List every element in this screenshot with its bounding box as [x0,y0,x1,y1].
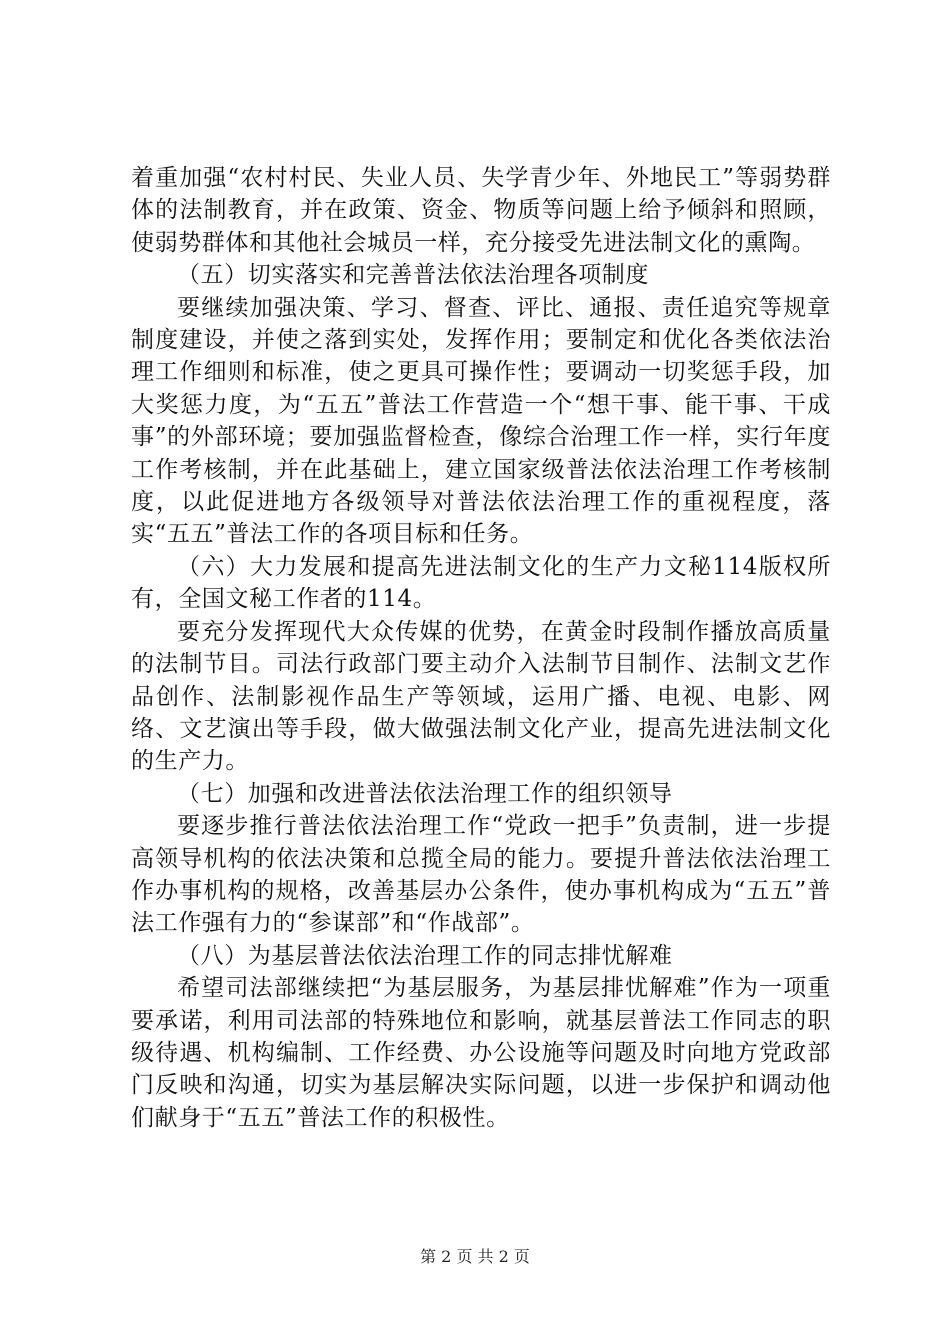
paragraph-1: 着重加强“农村村民、失业人员、失学青少年、外地民工”等弱势群体的法制教育，并在政策、资金、物质等问题上给予倾斜和照顾，使弱势群体和其他社会城员一样，充分接受先进法制文化的熏陶。 [131,165,831,256]
section-heading-8: （八）为基层普法依法治理工作的同志排忧解难 [177,942,673,969]
section-heading-5: （五）切实落实和完善普法依法治理各项制度 [177,262,649,289]
section-heading-7: （七）加强和改进普法依法治理工作的组织领导 [177,780,673,807]
paragraph-9: 希望司法部继续把“为基层服务，为基层排忧解难”作为一项重要承诺，利用司法部的特殊地位和影响，就基层普法工作同志的职级待遇、机构编制、工作经费、办公设施等问题及时向地方党政部门反映和沟通，切实为基层解决实际问题，以进一步保护和调动他们献身于“五五”普法工作的积极性。 [131,975,831,1131]
document-body [131,162,831,1134]
paragraph-5: 要充分发挥现代大众传媒的优势，在黄金时段制作播放高质量的法制节目。司法行政部门要主动介入法制节目制作、法制文艺作品创作、法制影视作品生产等领域，运用广播、电视、电影、网络、文艺演出等手段，做大做强法制文化产业，提高先进法制文化的生产力。 [131,618,831,775]
page-footer: 第 2 页 共 2 页 [420,1247,530,1266]
section-heading-6: （六）大力发展和提高先进法制文化的生产力文秘114版权所有，全国文秘工作者的114。 [131,553,831,613]
paragraph-7: 要逐步推行普法依法治理工作“党政一把手”负责制，进一步提高领导机构的依法决策和总揽全局的能力。要提升普法依法治理工作办事机构的规格，改善基层办公条件，使办事机构成为“五五”普法工作强有力的“参谋部”和“作战部”。 [131,813,831,937]
paragraph-3: 要继续加强决策、学习、督查、评比、通报、责任追究等规章制度建设，并使之落到实处，发挥作用；要制定和优化各类依法治理工作细则和标准，使之更具可操作性；要调动一切奖惩手段，加大奖惩力度，为“五五”普法工作营造一个“想干事、能干事、干成事”的外部环境；要加强监督检查，像综合治理工作一样，实行年度工作考核制，并在此基础上，建立国家级普法依法治理工作考核制度，以此促进地方各级领导对普法依法治理工作的重视程度，落实“五五”普法工作的各项目标和任务。 [131,294,831,548]
